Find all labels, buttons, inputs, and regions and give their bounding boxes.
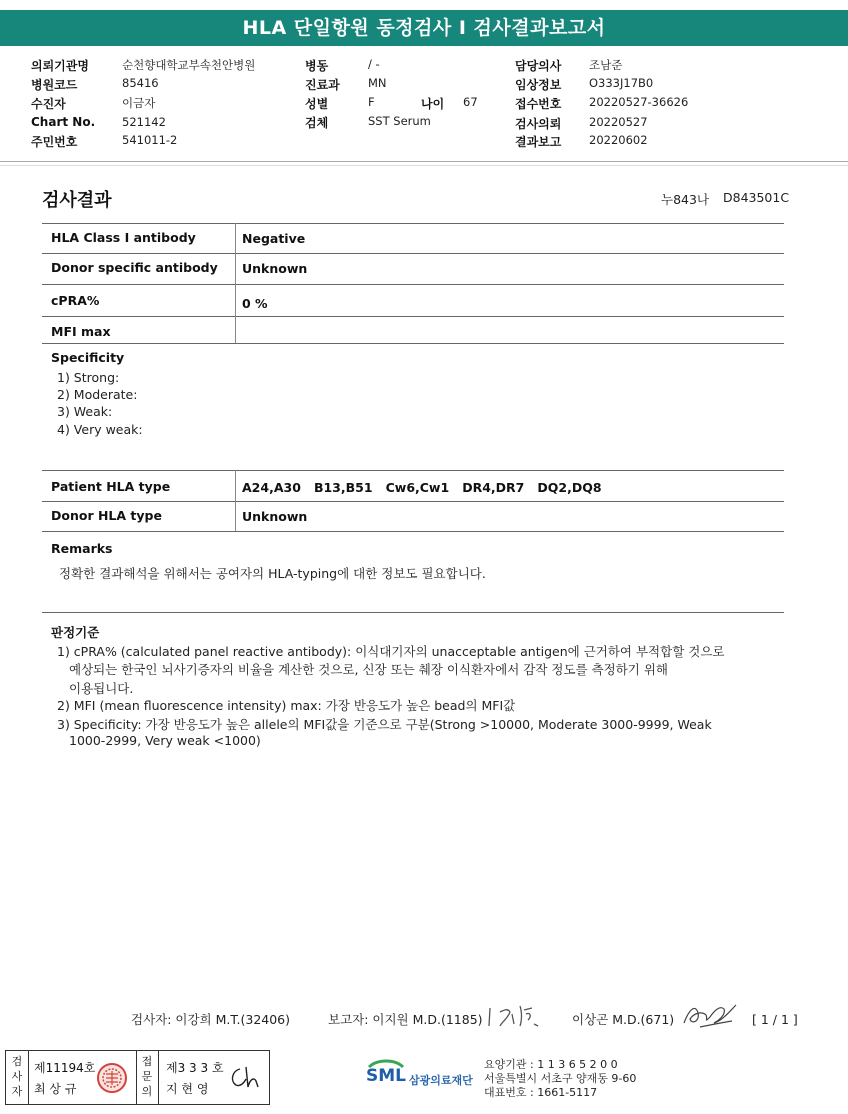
result-code-1: 누843나 [661, 192, 710, 207]
department-value: MN [368, 76, 387, 90]
seal-icon [96, 1062, 128, 1094]
sml-logo-text: SML [366, 1066, 406, 1086]
doctor2-handwritten-signature [680, 999, 740, 1031]
criteria-line: 2) MFI (mean fluorescence intensity) max: 가장 반응도가 높은 bead의 MFI값 [57, 698, 516, 713]
cpra-label: cPRA% [51, 293, 100, 308]
table-column-divider [235, 223, 236, 343]
criteria-line: 1) cPRA% (calculated panel reactive antibody): 이식대기자의 unacceptable antigen에 근거하여 부적합할 것으로 [57, 644, 725, 659]
patient-hla-label: Patient HLA type [51, 479, 171, 494]
report-date-value: 20220602 [589, 133, 648, 147]
request-date-label: 검사의뢰 [515, 117, 562, 131]
dsa-label: Donor specific antibody [51, 260, 218, 275]
age-label: 나이 [421, 97, 445, 111]
hospital-label: 의뢰기관명 [31, 59, 89, 73]
criteria-line: 예상되는 한국인 뇌사기증자의 비율을 계산한 것으로, 신장 또는 췌장 이식환자에서 감작 정도를 측정하기 위해 [69, 662, 669, 677]
doctor2-signature-text: 이상곤 M.D.(671) [572, 1012, 675, 1027]
patient-value: 이금자 [122, 96, 156, 110]
specificity-label: Specificity [51, 350, 125, 365]
stamp-tester-char: 자 [11, 1085, 23, 1098]
hla-class-label: HLA Class I antibody [51, 230, 196, 245]
section-divider [42, 612, 784, 613]
donor-hla-label: Donor HLA type [51, 508, 162, 523]
clinical-info-value: O333J17B0 [589, 76, 654, 90]
approval-stamp-box [5, 1050, 270, 1105]
criteria-line: 3) Specificity: 가장 반응도가 높은 allele의 MFI값을 기준으로 구분(Strong >10000, Moderate 3000-9999, Weak [57, 717, 712, 732]
resident-no-label: 주민번호 [31, 135, 78, 149]
criteria-label: 판정기준 [51, 625, 100, 640]
hospital-value: 순천향대학교부속천안병원 [122, 58, 256, 72]
mfi-max-label: MFI max [51, 324, 111, 339]
specificity-weak: 3) Weak: [57, 404, 113, 419]
remarks-text: 정확한 결과해석을 위해서는 공여자의 HLA-typing에 대한 정보도 필요합니다. [59, 566, 486, 581]
table-border [42, 470, 784, 471]
header-divider [0, 161, 848, 162]
stamp-doctor-name: 지 현 영 [166, 1082, 209, 1096]
specimen-label: 검체 [305, 116, 329, 130]
stamp-doctor-content [158, 1051, 268, 1104]
stamp-tester-char: 사 [11, 1070, 23, 1083]
header-divider-shadow [0, 165, 848, 166]
hla-class-value: Negative [242, 231, 306, 246]
report-title: HLA 단일항원 동정검사 I 검사결과보고서 [0, 10, 848, 46]
donor-hla-value: Unknown [242, 509, 308, 524]
org-name: 삼광의료재단 [409, 1074, 473, 1087]
department-label: 진료과 [305, 78, 340, 92]
stamp-tester-char: 검 [11, 1055, 23, 1068]
criteria-line: 이용됩니다. [69, 681, 134, 696]
doctor-label: 담당의사 [515, 59, 562, 73]
specificity-moderate: 2) Moderate: [57, 387, 138, 402]
table-column-divider [235, 470, 236, 531]
result-section-title: 검사결과 [42, 190, 112, 211]
hospital-code-label: 병원코드 [31, 78, 78, 92]
doctor-signature-icon [226, 1063, 262, 1093]
resident-no-value: 541011-2 [122, 133, 178, 147]
clinical-info-label: 임상정보 [515, 78, 562, 92]
table-border [42, 253, 784, 254]
result-code-2: D843501C [723, 190, 790, 205]
stamp-doctor-char: 접 [141, 1055, 153, 1068]
receipt-no-label: 접수번호 [515, 97, 562, 111]
doctor-value: 조남준 [589, 58, 623, 72]
chart-no-value: 521142 [122, 115, 166, 129]
stamp-doctor-char: 문 [141, 1070, 153, 1083]
sex-value: F [368, 95, 375, 109]
reporter-signature-text: 보고자: 이지원 M.D.(1185) [328, 1012, 483, 1027]
stamp-tester-label [6, 1051, 29, 1104]
ward-label: 병동 [305, 59, 329, 73]
table-border [42, 284, 784, 285]
cpra-value: 0 % [242, 296, 268, 311]
patient-hla-value: A24,A30 B13,B51 Cw6,Cw1 DR4,DR7 DQ2,DQ8 [242, 480, 602, 495]
footer-info [484, 1058, 636, 1100]
page-indicator: [ 1 / 1 ] [752, 1012, 798, 1027]
footer-institution-code: 요양기관 : 1 1 3 6 5 2 0 0 [484, 1058, 618, 1071]
specificity-strong: 1) Strong: [57, 370, 120, 385]
age-value: 67 [463, 95, 478, 109]
receipt-no-value: 20220527-36626 [589, 95, 689, 109]
specimen-value: SST Serum [368, 114, 431, 128]
stamp-tester-license: 제11194호 [34, 1061, 96, 1075]
chart-no-label: Chart No. [31, 115, 96, 129]
table-border [42, 501, 784, 502]
dsa-value: Unknown [242, 261, 308, 276]
remarks-label: Remarks [51, 541, 113, 556]
stamp-doctor-char: 의 [141, 1085, 153, 1098]
stamp-tester-content [28, 1051, 137, 1104]
patient-label: 수진자 [31, 97, 66, 111]
stamp-doctor-license: 제3 3 3 호 [166, 1061, 224, 1075]
request-date-value: 20220527 [589, 115, 648, 129]
footer-phone: 대표번호 : 1661-5117 [484, 1086, 598, 1099]
criteria-line: 1000-2999, Very weak <1000) [69, 733, 261, 748]
specificity-very-weak: 4) Very weak: [57, 422, 143, 437]
stamp-tester-name: 최 상 규 [34, 1082, 77, 1096]
sex-label: 성별 [305, 97, 329, 111]
table-border [42, 316, 784, 317]
footer-address: 서울특별시 서초구 양재동 9-60 [484, 1072, 637, 1085]
tester-signature-text: 검사자: 이강희 M.T.(32406) [131, 1012, 291, 1027]
hospital-code-value: 85416 [122, 76, 159, 90]
table-border [42, 223, 784, 224]
ward-value: / - [368, 57, 380, 71]
stamp-doctor-label [136, 1051, 159, 1104]
report-date-label: 결과보고 [515, 135, 562, 149]
table-border [42, 343, 784, 344]
table-border [42, 531, 784, 532]
reporter-handwritten-signature [486, 1000, 548, 1030]
